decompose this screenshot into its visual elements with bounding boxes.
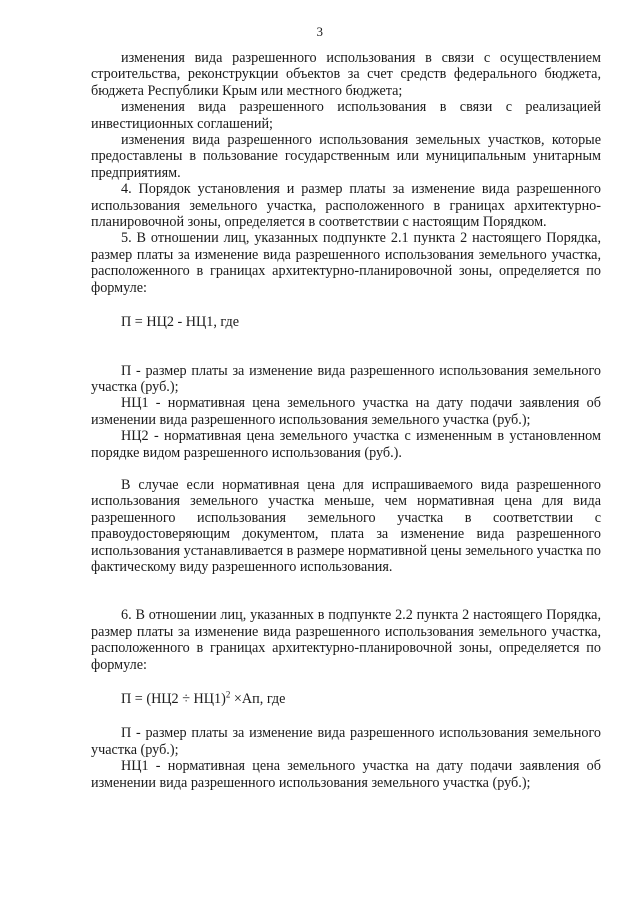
paragraph-item-5: 5. В отношении лиц, указанных подпункте 2.1 пункта 2 настоящего Порядка, размер платы за изменение вида разрешенного использования земельного участка, расположенного в границах архитектурно-планировочной зоны, определяется по формуле: bbox=[91, 230, 601, 296]
formula-2-tail: ×Ап, где bbox=[230, 691, 286, 707]
definition-nc1-1: НЦ1 - нормативная цена земельного участка на дату подачи заявления об изменении вида разрешенного использования земельного участка (руб.); bbox=[91, 395, 601, 428]
paragraph-construction-budget: изменения вида разрешенного использования в связи с осуществлением строительства, реконструкции объектов за счет средств федерального бюджета, бюджета Республики Крым или местного бюджета; bbox=[91, 50, 601, 99]
paragraph-investment-agreements: изменения вида разрешенного использования в связи с реализацией инвестиционных соглашений; bbox=[91, 99, 601, 132]
definition-p-2: П - размер платы за изменение вида разрешенного использования земельного участка (руб.); bbox=[91, 725, 601, 758]
paragraph-normative-price-case: В случае если нормативная цена для испрашиваемого вида разрешенного использования земельного участка меньше, чем нормативная цена для вида разрешенного использования земельного участка в соответствии с правоудостоверяющим документом, плата за изменение вида разрешенного использования устанавливается в размере нормативной цены земельного участка по фактическому виду разрешенного использования. bbox=[91, 476, 601, 575]
formula-2 bbox=[91, 691, 601, 707]
definition-p-1: П - размер платы за изменение вида разрешенного использования земельного участка (руб.); bbox=[91, 362, 601, 395]
paragraph-item-4: 4. Порядок установления и размер платы за изменение вида разрешенного использования земельного участка, расположенного в границах архитектурно-планировочной зоны, определяется в соответствии с настоящим Порядком. bbox=[91, 181, 601, 231]
formula-2-main: П = (НЦ2 ÷ НЦ1) bbox=[121, 691, 226, 707]
page-number: 3 bbox=[316, 24, 324, 39]
definition-nc1-2: НЦ1 - нормативная цена земельного участка на дату подачи заявления об изменении вида разрешенного использования земельного участка (руб.); bbox=[91, 758, 601, 791]
definition-nc2: НЦ2 - нормативная цена земельного участка с измененным в установленном порядке видом разрешенного использования (руб.). bbox=[91, 428, 601, 461]
formula-1: П = НЦ2 - НЦ1, где bbox=[121, 314, 240, 331]
paragraph-unitary-enterprises: изменения вида разрешенного использования земельных участков, которые предоставлены в пользование государственным или муниципальным унитарным предприятиям. bbox=[91, 132, 601, 181]
paragraph-item-6: 6. В отношении лиц, указанных в подпункте 2.2 пункта 2 настоящего Порядка, размер платы за изменение вида разрешенного использования земельного участка, расположенного в границах архитектурно-планировочной зоны, определяется по формуле: bbox=[91, 607, 601, 673]
formula-2-exponent: 2 bbox=[225, 689, 231, 700]
document-body bbox=[91, 50, 601, 791]
